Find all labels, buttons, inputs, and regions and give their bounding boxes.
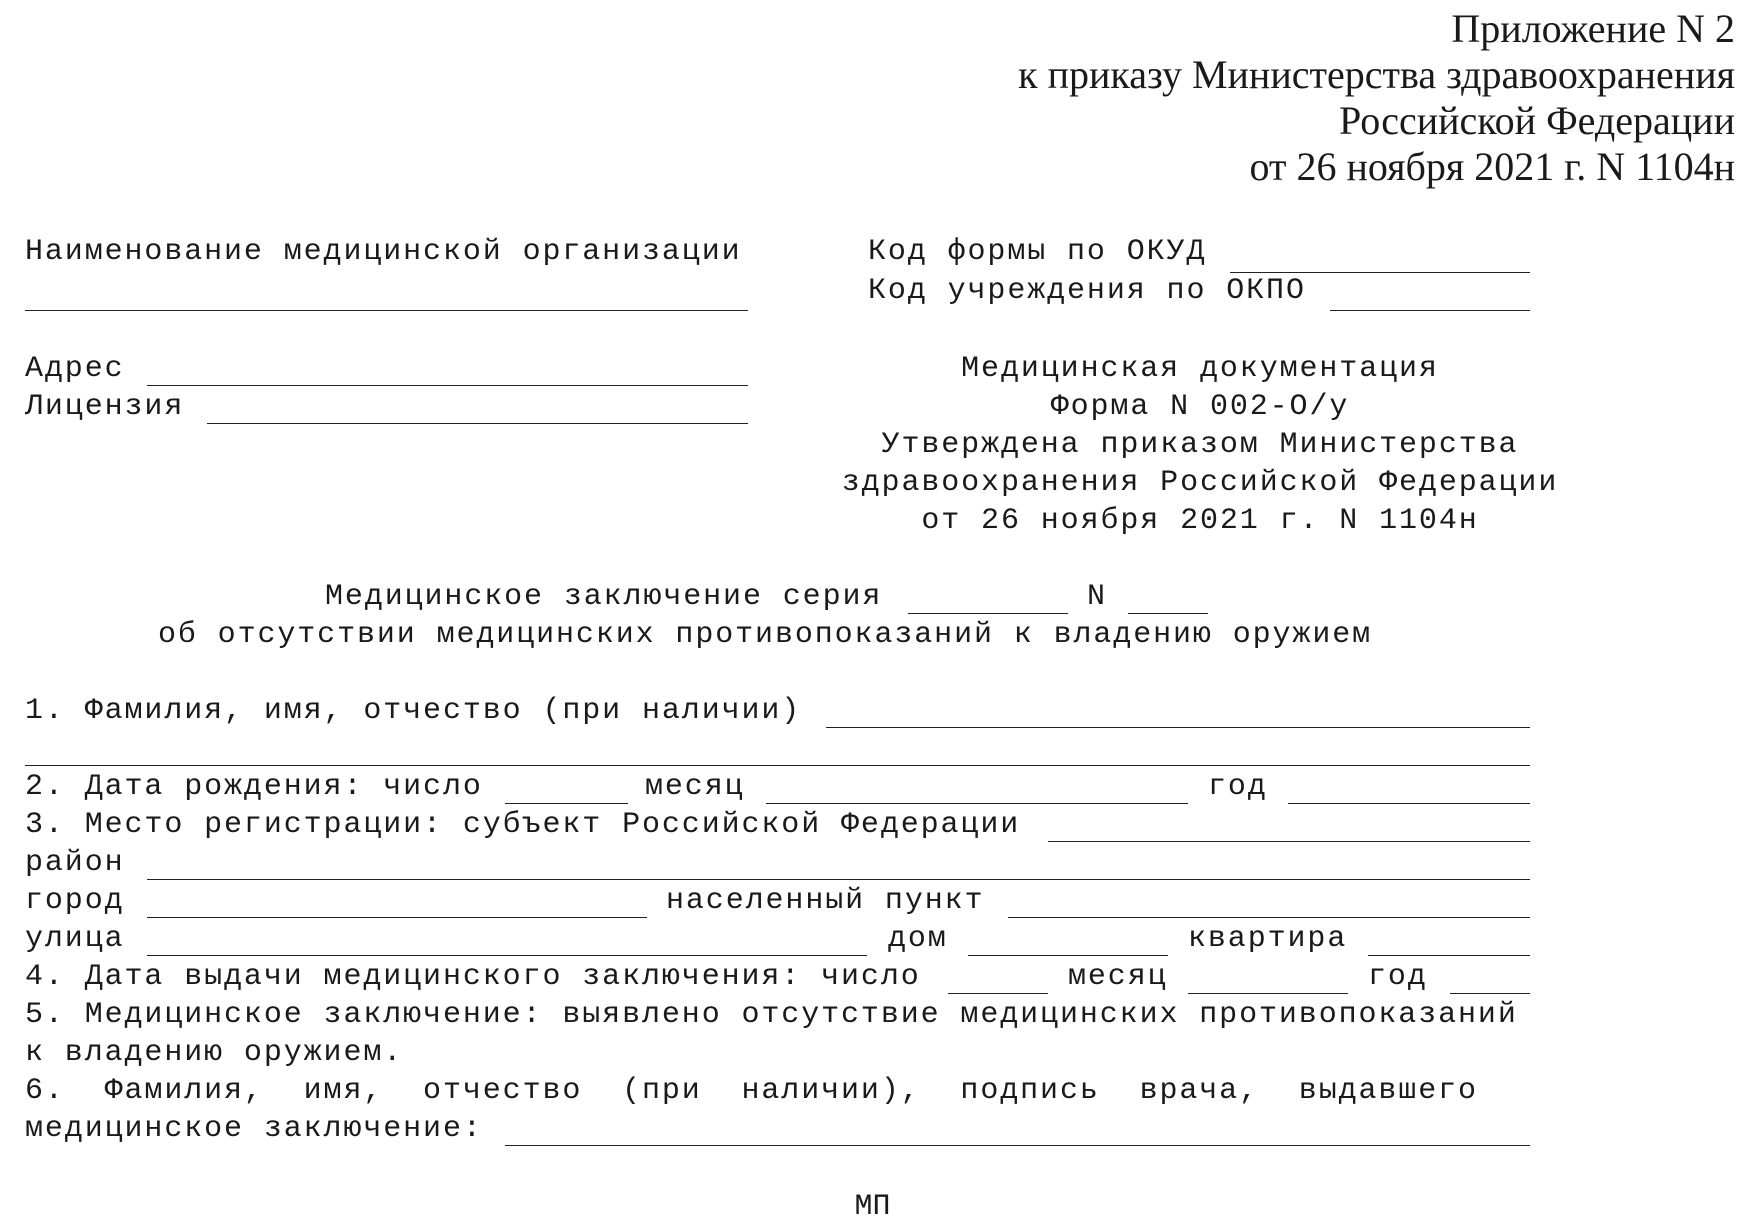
issue-month-field[interactable] [1188, 993, 1348, 994]
district-label: район [25, 846, 125, 880]
license-label: Лицензия [25, 390, 185, 424]
address-label: Адрес [25, 352, 125, 386]
settlement-label: населенный пункт [666, 884, 985, 918]
stamp-placeholder: МП [854, 1190, 891, 1224]
form-approval-ministry: здравоохранения Российской Федерации [841, 466, 1559, 500]
okpo-field[interactable] [1330, 310, 1530, 311]
okud-label: Код формы по ОКУД [868, 235, 1207, 269]
form-approval: Утверждена приказом Министерства [881, 428, 1519, 462]
doctor-signature-field[interactable] [505, 1145, 1530, 1146]
document-header [1018, 6, 1735, 190]
full-name-field-continued[interactable] [25, 765, 1530, 766]
appendix-number: Приложение N 2 [1451, 6, 1735, 51]
city-field[interactable] [147, 917, 647, 918]
full-name-label: 1. Фамилия, имя, отчество (при наличии) [25, 694, 802, 728]
order-reference-country: Российской Федерации [1338, 98, 1735, 143]
certificate-number-label: N [1087, 580, 1107, 614]
form-approval-date: от 26 ноября 2021 г. N 1104н [921, 504, 1479, 538]
certificate-title: Медицинское заключение серия [325, 580, 883, 614]
city-label: город [25, 884, 125, 918]
region-field[interactable] [1048, 841, 1530, 842]
street-field[interactable] [147, 955, 867, 956]
issue-date-label: 4. Дата выдачи медицинского заключения: число [25, 960, 921, 994]
address-field[interactable] [147, 385, 748, 386]
issue-year-label: год [1368, 960, 1428, 994]
issue-month-label: месяц [1068, 960, 1168, 994]
form-number: Форма N 002-О/у [1050, 390, 1350, 424]
issue-day-field[interactable] [948, 993, 1048, 994]
org-name-label: Наименование медицинской организации [25, 235, 742, 269]
license-field[interactable] [207, 423, 748, 424]
apartment-field[interactable] [1368, 955, 1530, 956]
house-field[interactable] [968, 955, 1168, 956]
district-field[interactable] [147, 879, 1530, 880]
apartment-label: квартира [1188, 922, 1348, 956]
conclusion-text-continued: к владению оружием. [25, 1036, 404, 1070]
doctor-label-continued: медицинское заключение: [25, 1112, 483, 1146]
full-name-field[interactable] [826, 727, 1530, 728]
order-date: от 26 ноября 2021 г. N 1104н [1249, 144, 1735, 189]
birth-year-label: год [1208, 770, 1268, 804]
org-name-field[interactable] [25, 310, 748, 311]
settlement-field[interactable] [1008, 917, 1530, 918]
registration-label: 3. Место регистрации: субъект Российской Федерации [25, 808, 1021, 842]
series-field[interactable] [908, 613, 1068, 614]
okpo-label: Код учреждения по ОКПО [868, 274, 1306, 308]
order-reference: к приказу Министерства здравоохранения [1018, 52, 1735, 97]
form-doc-type: Медицинская документация [961, 352, 1439, 386]
street-label: улица [25, 922, 125, 956]
birth-year-field[interactable] [1288, 803, 1530, 804]
conclusion-text: 5. Медицинское заключение: выявлено отсутствие медицинских противопоказаний [25, 998, 1518, 1032]
birth-month-field[interactable] [766, 803, 1188, 804]
house-label: дом [888, 922, 948, 956]
birth-date-label: 2. Дата рождения: число [25, 770, 483, 804]
doctor-label: 6. Фамилия, имя, отчество (при наличии), подпись врача, выдавшего [25, 1074, 1478, 1108]
birth-day-field[interactable] [505, 803, 628, 804]
birth-month-label: месяц [645, 770, 745, 804]
issue-year-field[interactable] [1450, 993, 1530, 994]
certificate-number-field[interactable] [1128, 613, 1208, 614]
certificate-subtitle: об отсутствии медицинских противопоказаний к владению оружием [157, 618, 1373, 652]
